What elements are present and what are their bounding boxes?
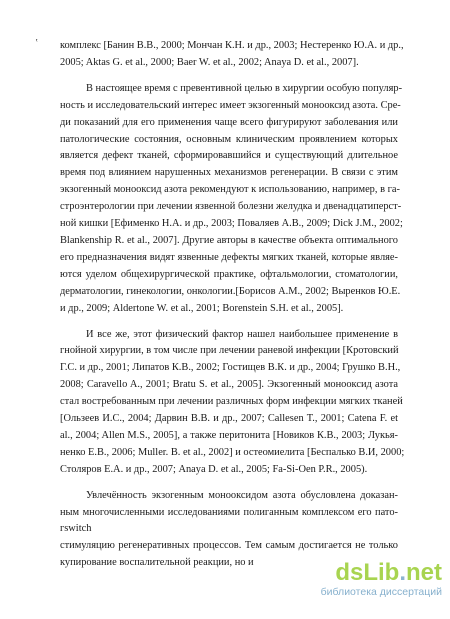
text-line: время под влиянием нарушенных механизмов регенерации. В связи с этим: [60, 167, 398, 179]
text-line: ди показаний для его применения чаще всего фигурируют заболевания или: [60, 116, 398, 128]
text-line: Г.С. и др., 2001; Липатов К.В., 2002; Гостищев В.К. и др., 2004; Грушко В.Н.,: [60, 362, 401, 374]
text-line: его предназначения видят язвенные дефекты мягких тканей, которые являе-: [60, 251, 398, 263]
text-line: стимуляцию регенеративных процессов. Тем самым достигается не только: [60, 540, 398, 552]
text-line: экзогенный монооксид азота рекомендуют к использованию, например, в га-: [60, 184, 400, 196]
text-line: стал востребованным при лечении различных форм инфекции мягких тканей: [60, 396, 403, 408]
text-line: 2008; Caravello A., 2001; Bratu S. et al., 2005]. Экзогенный монооксид азота: [60, 379, 398, 391]
paragraph-1: [60, 38, 404, 72]
text-line: и др., 2009; Aldertone W. et al., 2001; Borenstein S.H. et al., 2005].: [60, 302, 344, 314]
text-line: строэнтерологии при лечении язвенной болезни желудка и двенадцатиперст-: [60, 201, 402, 213]
text-line: гнойной хирургии, в том числе при лечении раневой инфекции [Кротовский: [60, 345, 399, 357]
logo-tld: net: [406, 559, 442, 586]
text-line: al., 2004; Allen M.S., 2005], а также перитонита [Новиков К.В., 2003; Лукья-: [60, 429, 398, 441]
logo-main: dsLib: [335, 559, 400, 586]
text-line: В настоящее время с превентивной целью в хирургии особую популяр-: [86, 82, 403, 94]
margin-mark: ʽ: [35, 38, 39, 49]
text-line: дерматологии, гинекологии, онкологии.[Борисов А.М., 2002; Выренков Ю.Е.: [60, 285, 401, 297]
text-line: 2005; Aktas G. et al., 2000; Baer W. et al., 2002; Anaya D. et al., 2007].: [60, 56, 359, 68]
text-line: ной кишки [Ефименко Н.А. и др., 2003; Поваляев А.В., 2009; Dick J.M., 2002;: [60, 218, 403, 230]
watermark-subtitle: библиотека диссертаций: [320, 586, 442, 598]
text-line: ненко Е.В., 2006; Muller. B. et al., 2002] и остеомиелита [Беспалько В.И, 2000;: [60, 446, 405, 458]
text-line: Увлечённость экзогенным монооксидом азота обусловлена доказан-: [86, 489, 398, 501]
text-line: ются уделом общехирургической практике, офтальмологии, стоматологии,: [60, 268, 398, 280]
text-line: ность и исследовательский интерес имеет экзогенный монооксид азота. Сре-: [60, 99, 401, 111]
text-line: И все же, этот физический фактор нашел наибольшее применение в: [86, 328, 398, 340]
text-line: ным многочисленными исследованиями полиганным комплексом его пато-: [60, 506, 398, 518]
text-line: [Ользеев И.С., 2004; Дарвин В.В. и др., 2007; Callesen T., 2001; Catena F. et: [60, 413, 398, 425]
document-page: [60, 38, 405, 572]
dslib-logo: [292, 560, 442, 586]
text-line: купирование воспалительной реакции, но и: [60, 557, 254, 569]
text-line: является дефект тканей, сформировавшийся и существующий длительное: [60, 150, 398, 162]
logo-dot: .: [399, 559, 406, 586]
text-line: патологические состояния, основным клиническим проявлением которых: [60, 133, 398, 145]
text-line: Blankenship R. et al., 2007]. Другие авторы в качестве объекта оптимального: [60, 234, 398, 246]
paragraph-2: [60, 81, 403, 318]
dslib-watermark: [292, 560, 442, 599]
text-line: комплекс [Банин В.В., 2000; Мончан К.Н. и др., 2003; Нестеренко Ю.А. и др.,: [60, 40, 404, 51]
paragraph-3: [60, 327, 405, 479]
text-line: гswitch: [60, 523, 92, 535]
text-line: Столяров Е.А. и др., 2007; Anaya D. et al., 2005; Fa-Si-Oen P.R., 2005).: [60, 463, 368, 475]
